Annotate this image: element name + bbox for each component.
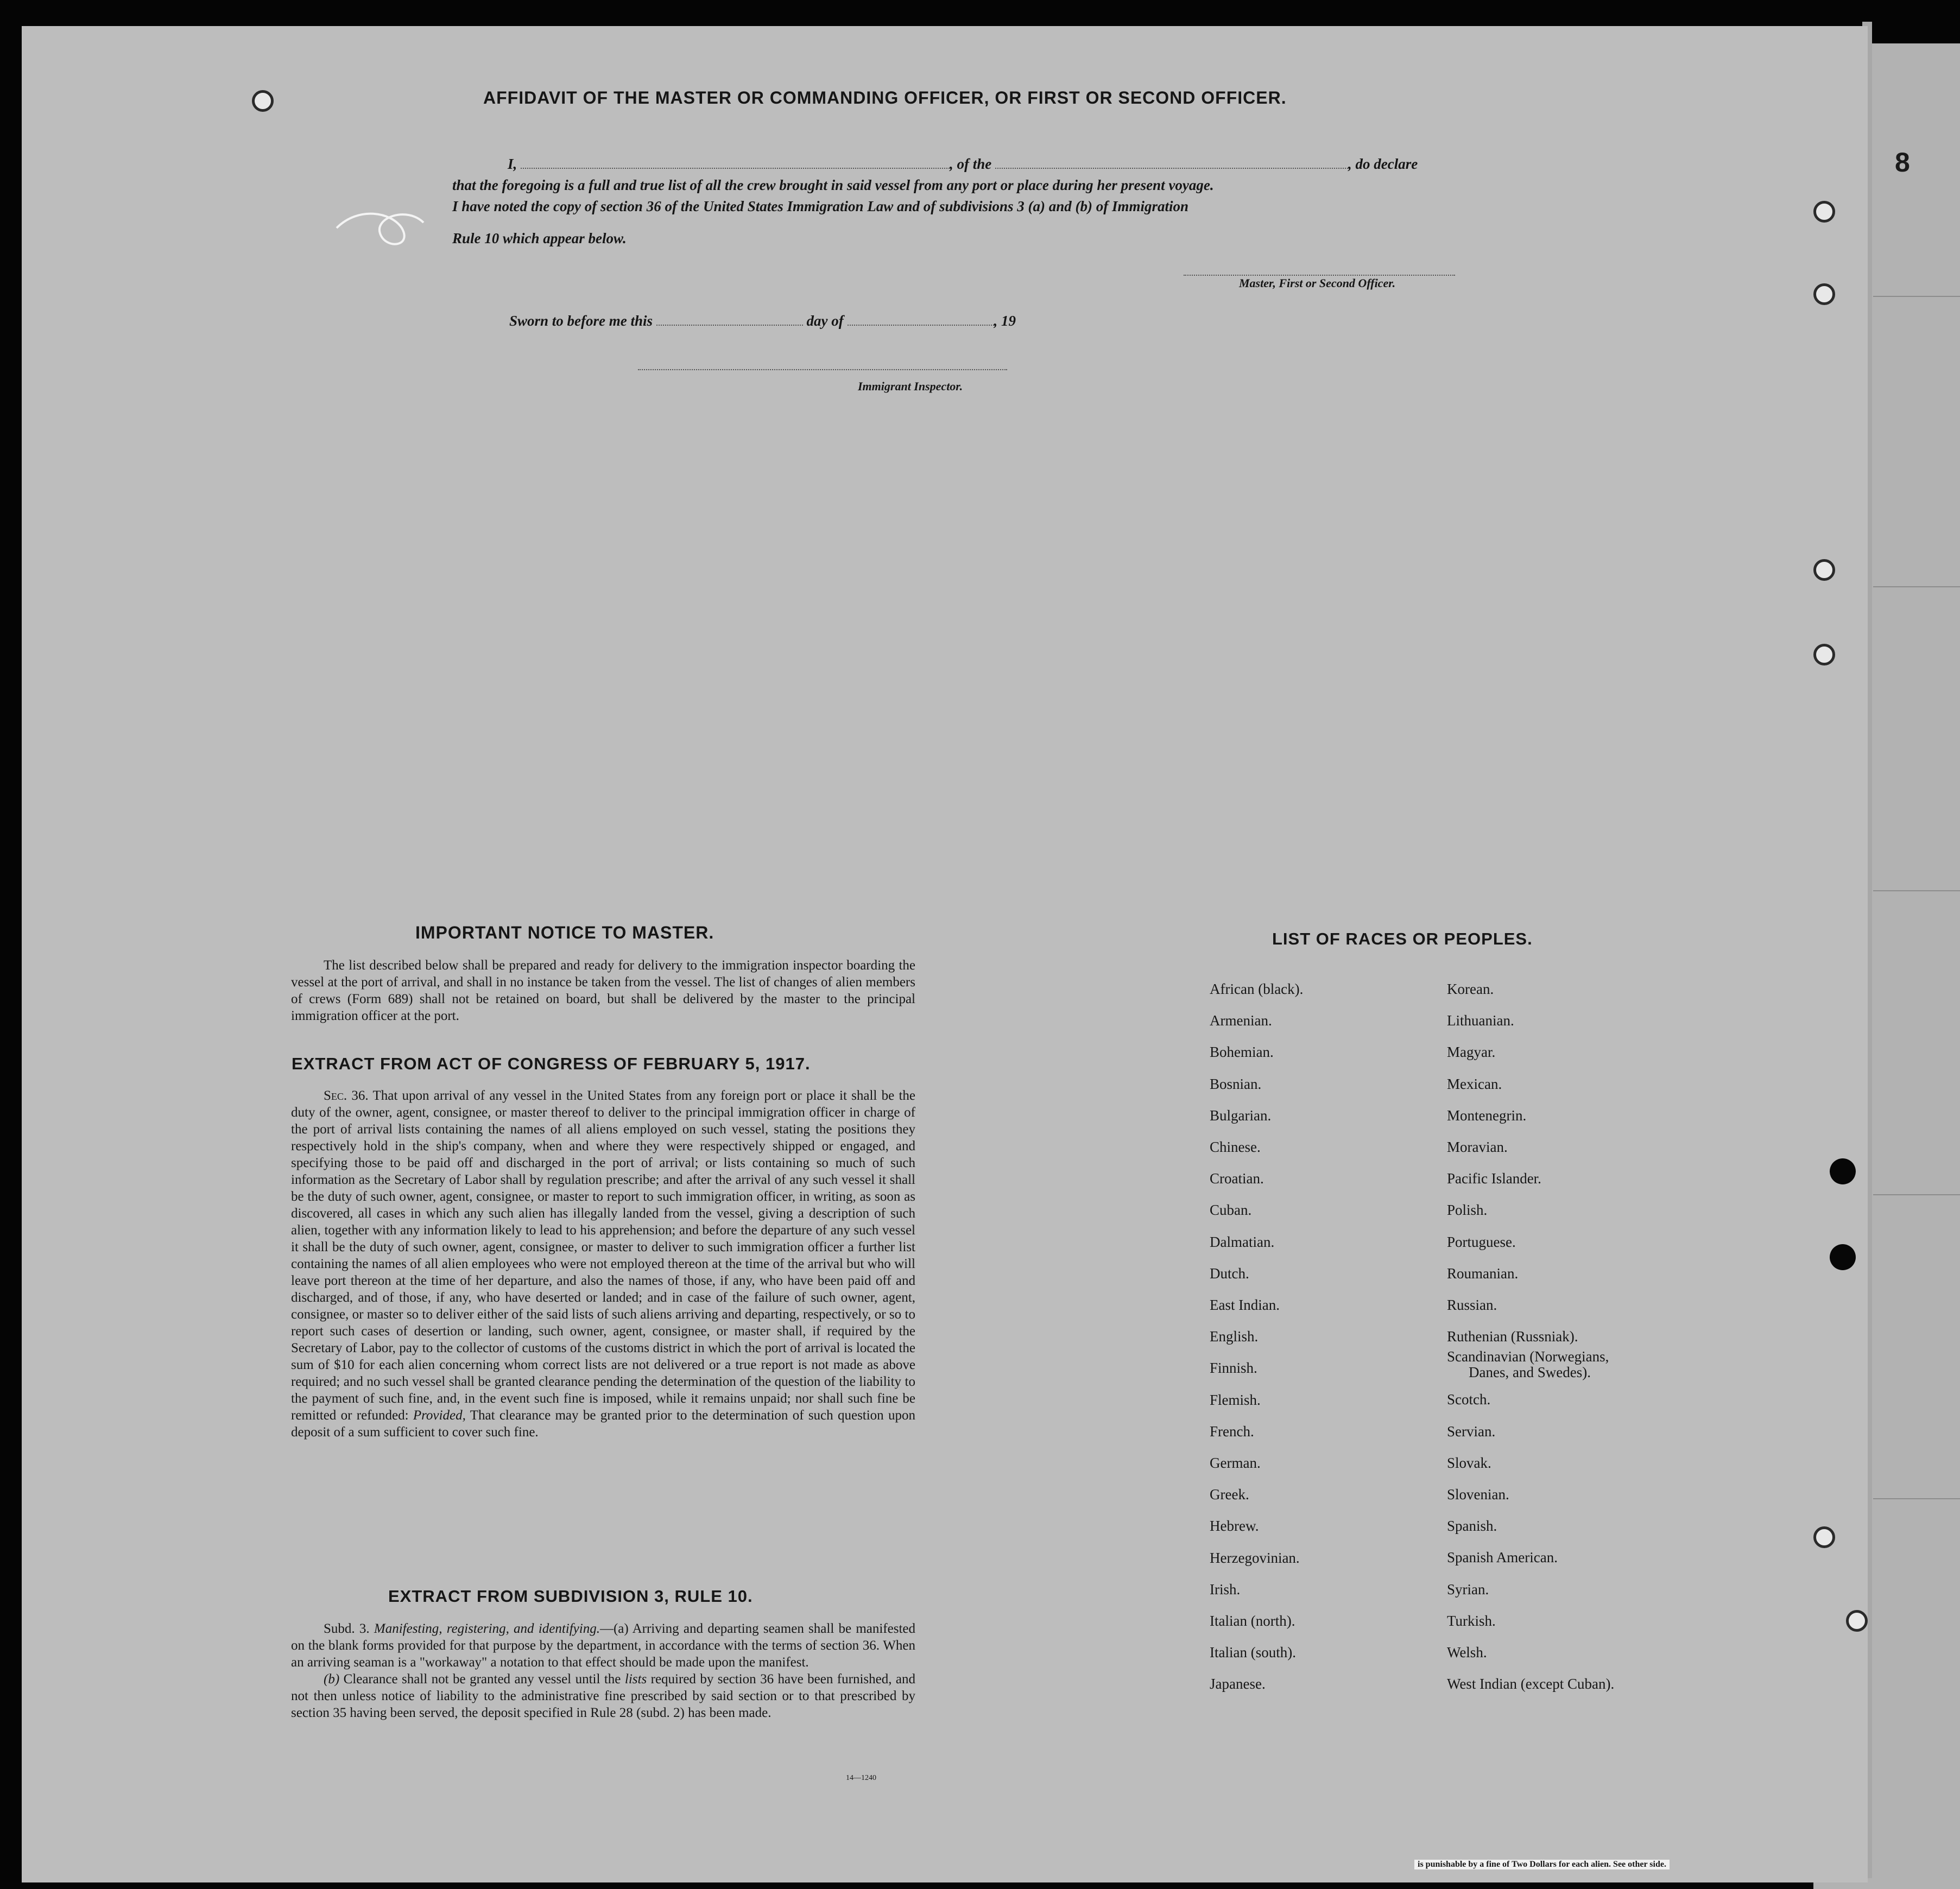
race-item: French. xyxy=(1210,1423,1254,1440)
notice-paragraph: The list described below shall be prepared and ready for delivery to the immigration inspector boarding the vessel at the port of arrival, and shall in no instance be taken from the vessel. The list of changes of alien members of crews (Form 689) shall not be retained on board, but shall be delivered by the master to the principal immigration officer at the port. xyxy=(291,958,915,1023)
vessel-name-field[interactable] xyxy=(995,154,1348,169)
sworn-line xyxy=(509,310,1016,331)
race-item: Slovak. xyxy=(1447,1454,1491,1471)
race-item: Herzegovinian. xyxy=(1210,1549,1300,1566)
pencil-scribble-icon xyxy=(326,195,434,255)
day-of-label: day of xyxy=(806,313,844,329)
race-item: Magyar. xyxy=(1447,1044,1496,1061)
part-b-lists: lists xyxy=(624,1672,647,1687)
punch-hole-icon xyxy=(1813,644,1835,665)
signature-label: Master, First or Second Officer. xyxy=(1239,276,1396,290)
race-item: Moravian. xyxy=(1447,1139,1508,1156)
underlying-rule-line xyxy=(1873,1498,1960,1499)
underlying-rule-line xyxy=(1873,890,1960,891)
affidavit-of-the-label: , of the xyxy=(950,156,992,172)
fine-note: is punishable by a fine of Two Dollars for each alien. See other side. xyxy=(1414,1860,1670,1869)
race-item: German. xyxy=(1210,1455,1261,1472)
punch-hole-icon xyxy=(1846,1610,1868,1632)
race-item: Flemish. xyxy=(1210,1391,1261,1408)
race-item: Finnish. xyxy=(1210,1360,1257,1377)
race-item: Greek. xyxy=(1210,1486,1249,1503)
punch-hole-icon xyxy=(1813,283,1835,305)
race-item: Scandinavian (Norwegians, xyxy=(1447,1348,1609,1365)
race-item: Bulgarian. xyxy=(1210,1107,1272,1124)
race-item: Dalmatian. xyxy=(1210,1233,1275,1250)
race-item: Chinese. xyxy=(1210,1139,1261,1156)
form-number: 14—1240 xyxy=(846,1774,876,1782)
race-item: Servian. xyxy=(1447,1423,1496,1440)
race-item: East Indian. xyxy=(1210,1297,1280,1314)
race-item: Armenian. xyxy=(1210,1012,1272,1029)
race-item: Japanese. xyxy=(1210,1676,1266,1693)
race-item: Welsh. xyxy=(1447,1644,1487,1661)
race-item: Irish. xyxy=(1210,1581,1241,1598)
underlying-rule-line xyxy=(1873,1194,1960,1195)
sworn-label: Sworn to before me this xyxy=(509,313,653,329)
extract-act-title: EXTRACT FROM ACT OF CONGRESS OF FEBRUARY 5, 1917. xyxy=(292,1054,811,1073)
affidavit-title: AFFIDAVIT OF THE MASTER OR COMMANDING OFFICER, OR FIRST OR SECOND OFFICER. xyxy=(483,88,1287,107)
race-item: Bosnian. xyxy=(1210,1075,1262,1092)
year-label: , 19 xyxy=(994,313,1016,329)
race-item: Spanish. xyxy=(1447,1518,1497,1535)
race-item: Spanish American. xyxy=(1447,1549,1558,1566)
affidavit-declaration-line xyxy=(508,154,1418,174)
part-b-text-end: required by section 36 have been furnished, and not then unless notice of liability to the administrative fine prescribed by said section or to that prescribed by section 35 having been served, the deposit specified in Rule 28 (subd. 2) has been made. xyxy=(291,1672,916,1720)
section-36-end: That clearance may be granted prior to the determination of such question upon deposit of a sum sufficient to cover such fine. xyxy=(291,1408,915,1440)
section-label: Sec. 36. xyxy=(324,1088,369,1103)
race-item: Lithuanian. xyxy=(1447,1012,1514,1029)
punch-hole-icon xyxy=(1830,1158,1856,1184)
race-item: Ruthenian (Russniak). xyxy=(1447,1328,1578,1345)
race-item: West Indian (except Cuban). xyxy=(1447,1676,1615,1693)
provided-word: Provided, xyxy=(413,1408,466,1423)
inspector-label: Immigrant Inspector. xyxy=(858,379,963,393)
corner-page-number: 8 xyxy=(1895,147,1910,178)
race-item: Bohemian. xyxy=(1210,1044,1274,1061)
punch-hole-icon xyxy=(1813,201,1835,223)
race-item: Scotch. xyxy=(1447,1391,1491,1408)
races-title: LIST OF RACES OR PEOPLES. xyxy=(1272,929,1533,948)
race-item: Italian (north). xyxy=(1210,1613,1295,1630)
races-right-column xyxy=(1447,973,1614,1700)
race-item: English. xyxy=(1210,1328,1259,1345)
part-b-text: Clearance shall not be granted any vessel until the xyxy=(343,1672,621,1687)
race-item: Hebrew. xyxy=(1210,1518,1259,1535)
race-item: Russian. xyxy=(1447,1297,1497,1314)
race-item: Montenegrin. xyxy=(1447,1107,1527,1124)
race-item: Dutch. xyxy=(1210,1265,1249,1282)
notice-title: IMPORTANT NOTICE TO MASTER. xyxy=(415,923,715,942)
affidavit-text-line: Rule 10 which appear below. xyxy=(452,230,627,246)
race-item: Korean. xyxy=(1447,981,1494,997)
sworn-month-field[interactable] xyxy=(848,310,994,326)
race-item: Pacific Islander. xyxy=(1447,1170,1541,1187)
race-item: Portuguese. xyxy=(1447,1233,1516,1250)
affidavit-i-label: I, xyxy=(508,156,517,172)
race-item: Cuban. xyxy=(1210,1202,1252,1219)
affidavit-text-line: I have noted the copy of section 36 of the United States Immigration Law and of subdivisions 3 (a) and (b) of Immigration xyxy=(452,198,1189,214)
race-item-continuation: Danes, and Swedes). xyxy=(1469,1364,1591,1381)
race-item: Croatian. xyxy=(1210,1170,1264,1187)
rule-10-text xyxy=(291,1620,915,1721)
race-item: Italian (south). xyxy=(1210,1644,1296,1661)
part-b-label: (b) xyxy=(324,1672,340,1687)
race-item: Mexican. xyxy=(1447,1075,1502,1092)
underlying-rule-line xyxy=(1873,586,1960,587)
affidavit-declare-label: , do declare xyxy=(1348,156,1418,172)
race-item: Roumanian. xyxy=(1447,1265,1519,1282)
subd-label: Subd. 3. xyxy=(324,1621,370,1636)
affidavit-text-line: that the foregoing is a full and true list of all the crew brought in said vessel from any port or place during her present voyage. xyxy=(452,177,1214,193)
race-item: African (black). xyxy=(1210,981,1304,997)
sworn-day-field[interactable] xyxy=(656,310,803,326)
race-item: Slovenian. xyxy=(1447,1486,1509,1503)
race-item: Turkish. xyxy=(1447,1612,1496,1629)
notice-text xyxy=(291,957,915,1024)
race-item: Polish. xyxy=(1447,1202,1488,1219)
officer-name-field[interactable] xyxy=(521,154,950,169)
race-item: Syrian. xyxy=(1447,1581,1489,1598)
section-36-text xyxy=(291,1087,915,1441)
punch-hole-icon xyxy=(1830,1244,1856,1270)
extract-rule-title: EXTRACT FROM SUBDIVISION 3, RULE 10. xyxy=(388,1587,753,1606)
punch-hole-icon xyxy=(1813,1526,1835,1548)
punch-hole-icon xyxy=(252,90,274,112)
subd-heading: Manifesting, registering, and identifying. xyxy=(374,1621,600,1636)
inspector-signature-field[interactable] xyxy=(638,369,1007,370)
races-left-column xyxy=(1210,973,1303,1700)
part-a-text: —(a) Arriving and departing seamen shall be manifested on the blank forms provided for that purpose by the department, in accordance with the terms of section 36. When an arriving seaman is a "workaway" a notation to that effect should be made upon the manifest. xyxy=(291,1621,915,1670)
section-36-body: That upon arrival of any vessel in the United States from any foreign port or place it shall be the duty of the owner, agent, consignee, or master thereof to deliver to the principal immigration officer in charge of the port of arrival lists containing the names of all aliens employed on such vessel, stating the positions they respectively hold in the ship's company, when and where they were respectively shipped or engaged, and specifying those to be paid off and discharged in the port of arrival; or lists containing so much of such information as the Secretary of Labor shall by regulation prescribe; and after the arrival of any such vessel it shall be the duty of such owner, agent, consignee, or master to report to such immigration officer, in writing, as soon as discovered, all cases in which any such alien has illegally landed from the vessel, giving a description of such alien, together with any information likely to lead to his apprehension; and before the departure of any such vessel it shall be the duty of such owner, agent, consignee, or master to deliver to such immigration officer a further list containing the names of all alien employees who were not employed thereon at the time of the arrival but who will leave port thereon at the time of her departure, and also the names of those, if any, who have been paid off and discharged, and of those, if any, who have deserted or landed; and in case of the failure of such owner, agent, consignee, or master so to deliver either of the said lists of such aliens arriving and departing, respectively, or so to report such cases of desertion or landing, such owner, agent, consignee, or master shall, if required by the Secretary of Labor, pay to the collector of customs of the customs district in which the port of arrival is located the sum of $10 for each alien concerning whom correct lists are not delivered or a true report is not made as above required; and no such vessel shall be granted clearance pending the determination of the question of the liability to the payment of such fine, and, in the event such fine is imposed, while it remains unpaid; nor shall such fine be remitted or refunded: xyxy=(291,1088,915,1423)
punch-hole-icon xyxy=(1813,559,1835,581)
underlying-rule-line xyxy=(1873,296,1960,297)
